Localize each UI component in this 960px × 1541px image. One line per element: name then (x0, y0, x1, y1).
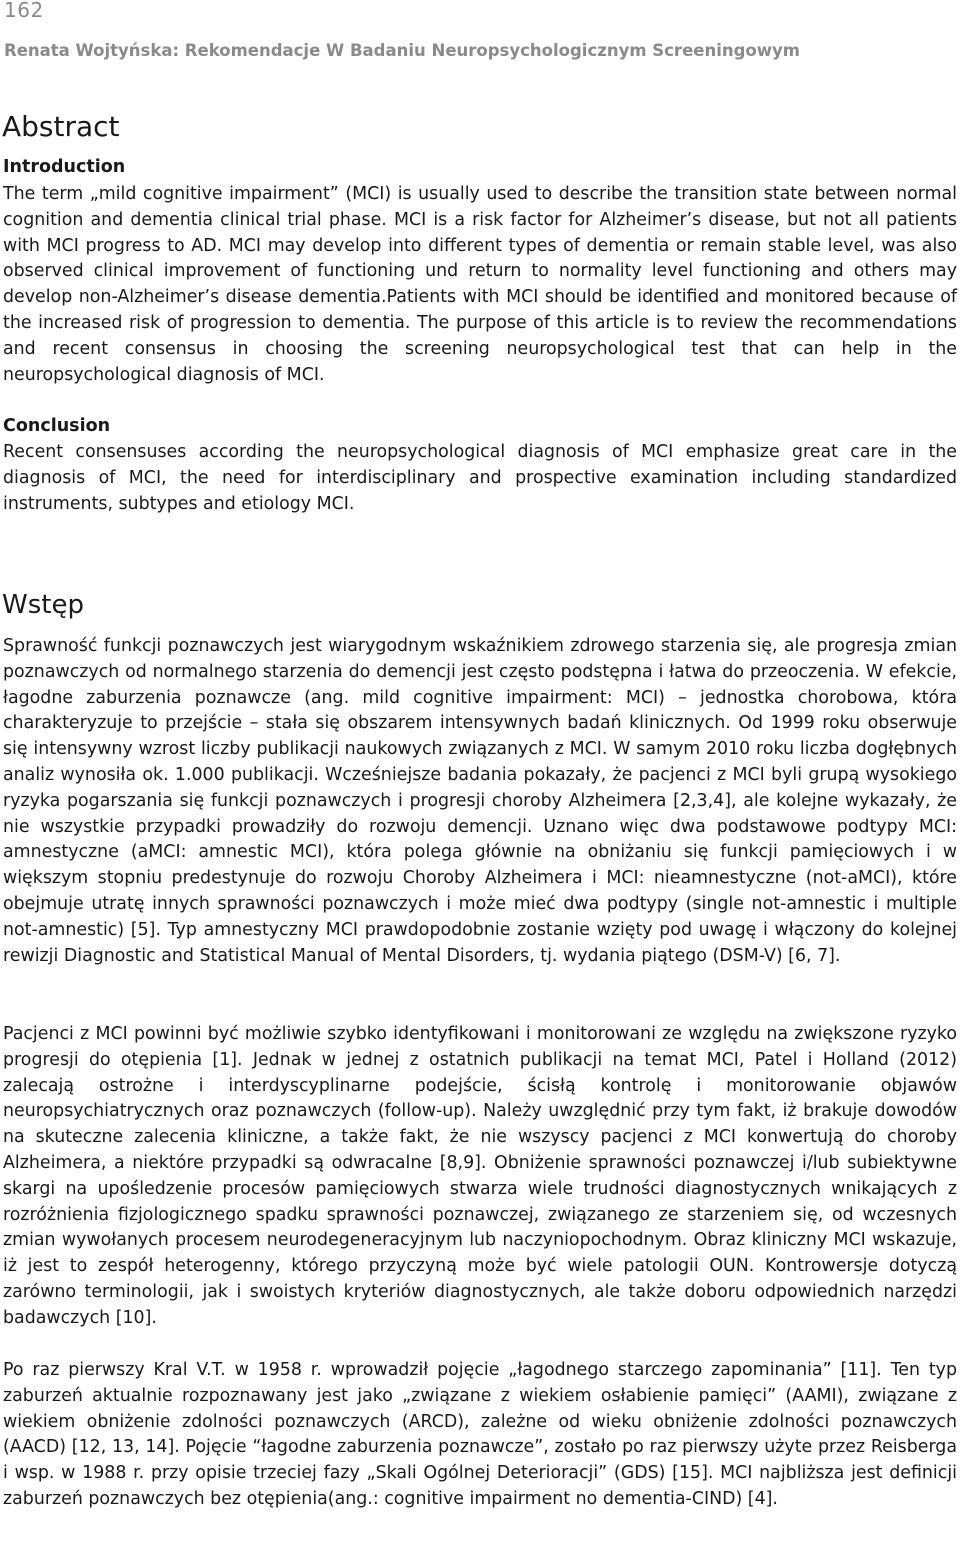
abstract-title: Abstract (2, 110, 120, 143)
page-number: 162 (4, 0, 44, 22)
body-paragraph-2: Pacjenci z MCI powinni być możliwie szybko identyfikowani i monitorowani ze względu na zwiększone ryzyko progresji do otępienia [1]. Jednak w jednej z ostatnich publikacji na temat MCI, Patel i Holland (2012) zalecają ostrożne i interdyscyplinarne podejście, ścisłą kontrolę i monitorowanie objawów neuropsychiatrycznych oraz poznawczych (follow-up). Należy uwzględnić przy tym fakt, iż brakuje dowodów na skuteczne zalecenia kliniczne, a także fakt, że nie wszyscy pacjenci z MCI konwertują do choroby Alzheimera, a niektóre przypadki są odwracalne [8,9]. Obniżenie sprawności poznawczej i/lub subiektywne skargi na upośledzenie procesów pamięciowych stwarza wiele trudności diagnostycznych wnikających z rozróżnienia fizjologicznego spadku sprawności poznawczej, związanego ze starzeniem się, od wczesnych zmian wywołanych procesem neurodegeneracyjnym lub naczyniopochodnym. Obraz kliniczny MCI wskazuje, iż jest to zespół heterogenny, którego przyczyną może być wiele patologii OUN. Kontrowersje dotyczą zarówno terminologii, jak i swoistych kryteriów diagnostycznych, ale także doboru odpowiednich narzędzi badawczych [10]. (3, 1024, 957, 1328)
introduction-heading: Introduction (3, 157, 126, 177)
running-header: Renata Wojtyńska: Rekomendacje W Badaniu Neuropsychologicznym Screeningowym (4, 41, 800, 60)
conclusion-heading: Conclusion (3, 416, 111, 436)
conclusion-paragraph: Recent consensuses according the neuropsychological diagnosis of MCI emphasize great care in the diagnosis of MCI, the need for interdisciplinary and prospective examination including standardized instruments, subtypes and etiology MCI. (3, 442, 957, 514)
introduction-paragraph: The term „mild cognitive impairment” (MCI) is usually used to describe the transition state between normal cognition and dementia clinical trial phase. MCI is a risk factor for Alzheimer’s disease, but not all patients with MCI progress to AD. MCI may develop into different types of dementia or remain stable level, was also observed clinical improvement of functioning und return to normality level functioning and others may develop non-Alzheimer’s disease dementia.Patients with MCI should be identified and monitored because of the increased risk of progression to dementia. The purpose of this article is to review the recommendations and recent consensus in choosing the screening neuropsychological test that can help in the neuropsychological diagnosis of MCI. (3, 184, 957, 385)
section-title-wstep: Wstęp (2, 590, 84, 620)
body-paragraph-1: Sprawność funkcji poznawczych jest wiarygodnym wskaźnikiem zdrowego starzenia się, ale progresja zmian poznawczych od normalnego starzenia do demencji jest często podstępna i łatwa do przeoczenia. W efekcie, łagodne zaburzenia poznawcze (ang. mild cognitive impairment: MCI) – jednostka chorobowa, która charakteryzuje to przejście – stała się obszarem intensywnych badań klinicznych. Od 1999 roku obserwuje się intensywny wzrost liczby publikacji naukowych związanych z MCI. W samym 2010 roku liczba dogłębnych analiz wynosiła ok. 1.000 publikacji. Wcześniejsze badania pokazały, że pacjenci z MCI byli grupą wysokiego ryzyka pogarszania się funkcji poznawczych i progresji choroby Alzheimera [2,3,4], ale kolejne wykazały, że nie wszystkie przypadki prowadziły do rozwoju demencji. Uznano więc dwa podstawowe podtypy MCI: amnestyczne (aMCI: amnestic MCI), która polega głównie na obniżaniu się funkcji pamięciowych i w większym stopniu predestynuje do rozwoju Choroby Alzheimera i MCI: nieamnestyczne (not-aMCI), które obejmuje utratę innych sprawności poznawczych i może mieć dwa podtypy (single not-amnestic i multiple not-amnestic) [5]. Typ amnestyczny MCI prawdopodobnie zostanie wzięty pod uwagę i włączony do kolejnej rewizji Diagnostic and Statistical Manual of Mental Disorders, tj. wydania piątego (DSM-V) [6, 7]. (3, 636, 957, 966)
body-paragraph-3: Po raz pierwszy Kral V.T. w 1958 r. wprowadził pojęcie „łagodnego starczego zapominania” [11]. Ten typ zaburzeń aktualnie rozpoznawany jest jako „związane z wiekiem osłabienie pamięci” (AAMI), związane z wiekiem obniżenie zdolności poznawczych (ARCD), zależne od wieku obniżenie zdolności poznawczych (AACD) [12, 13, 14]. Pojęcie “łagodne zaburzenia poznawcze”, zostało po raz pierwszy użyte przez Reisberga i wsp. w 1988 r. przy opisie trzeciej fazy „Skali Ogólnej Deterioracji” (GDS) [15]. MCI najbliższa jest definicji zaburzeń poznawczych bez otępienia(ang.: cognitive impairment no dementia-CIND) [4]. (3, 1360, 957, 1509)
